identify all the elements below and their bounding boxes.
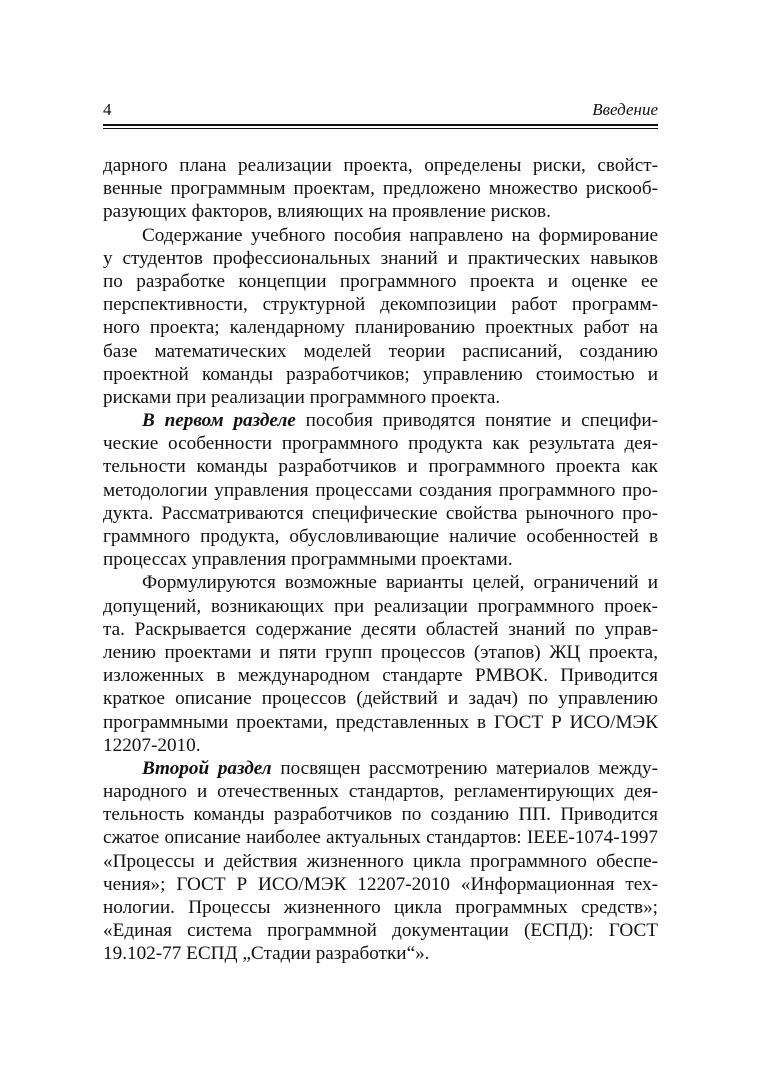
text-line: Формулируются возможные варианты целей, ограничений и (142, 572, 658, 594)
text-line: ного проекта; календарному планированию проектных работ на (103, 317, 658, 339)
text-line: лению проектами и пяти групп процессов (этапов) ЖЦ проекта, (103, 641, 658, 663)
text-line: программными проектами, представленных в ГОСТ Р ИСО/МЭК (103, 711, 658, 733)
text-line: «Процессы и действия жизненного цикла программного обеспе- (103, 850, 658, 872)
page-number: 4 (103, 100, 112, 119)
text-line: 19.102-77 ЕСПД „Стадии разработки“». (103, 943, 430, 965)
header-rule (103, 124, 658, 129)
text-line-emphasized (103, 409, 658, 432)
text-line-emphasized (103, 757, 658, 780)
emphasis-first-section: В первом разделе (142, 410, 296, 432)
text-line: «Единая система программной документации (ЕСПД): ГОСТ (103, 920, 658, 942)
text-line: ческие особенности программного продукта как результата дея- (103, 433, 658, 455)
text-line: перспективности, структурной декомпозиции работ программ- (103, 294, 658, 316)
text-line: тельности команды разработчиков и программного проекта как (103, 456, 658, 478)
text-line: рисками при реализации программного проекта. (103, 386, 501, 408)
text-line: краткое описание процессов (действий и задач) по управлению (103, 688, 658, 710)
text-line: венные программным проектам, предложено множество рискооб- (103, 178, 658, 200)
text-line: та. Раскрывается содержание десяти областей знаний по управ- (103, 618, 658, 640)
text-line: граммного продукта, обусловливающие наличие особенностей в (103, 526, 658, 547)
text-line: базе математических моделей теории расписаний, созданию (103, 340, 658, 362)
text-line: допущений, возникающих при реализации программного проек- (103, 595, 658, 617)
text-line: Содержание учебного пособия направлено на формирование (142, 224, 658, 246)
emphasis-second-section: Второй раздел (142, 757, 272, 779)
page-header (103, 100, 658, 120)
text-line: методологии управления процессами создания программного про- (103, 479, 658, 501)
text-line: дарного плана реализации проекта, определены риски, свойст- (103, 155, 658, 176)
text-line: изложенных в международном стандарте PMBOK. Приводится (103, 665, 658, 687)
text-line: разующих факторов, влияющих на проявление рисков. (103, 201, 551, 223)
text-run: посвящен рассмотрению материалов между- (271, 757, 658, 779)
body-text (103, 154, 658, 966)
text-line: нологии. Процессы жизненного цикла программных средств»; (103, 897, 658, 918)
text-run: пособия приводятся понятие и специфи- (295, 410, 658, 432)
text-line: процессах управления программными проектами. (103, 549, 513, 571)
text-line: народного и отечественных стандартов, регламентирующих дея- (103, 781, 658, 803)
text-line: проектной команды разработчиков; управлению стоимостью и (103, 363, 658, 385)
text-line: дукта. Рассматриваются специфические свойства рыночного про- (103, 502, 658, 524)
text-line: чения»; ГОСТ Р ИСО/МЭК 12207-2010 «Информационная тех- (103, 873, 658, 895)
section-title: Введение (592, 100, 658, 119)
text-line: сжатое описание наиболее актуальных стандартов: IEEE-1074-1997 (103, 827, 658, 849)
text-line: 12207-2010. (103, 734, 201, 756)
text-line: тельность команды разработчиков по созданию ПП. Приводится (103, 804, 658, 826)
text-line: у студентов профессиональных знаний и практических навыков (103, 247, 658, 269)
text-line: по разработке концепции программного проекта и оценке ее (103, 270, 658, 292)
